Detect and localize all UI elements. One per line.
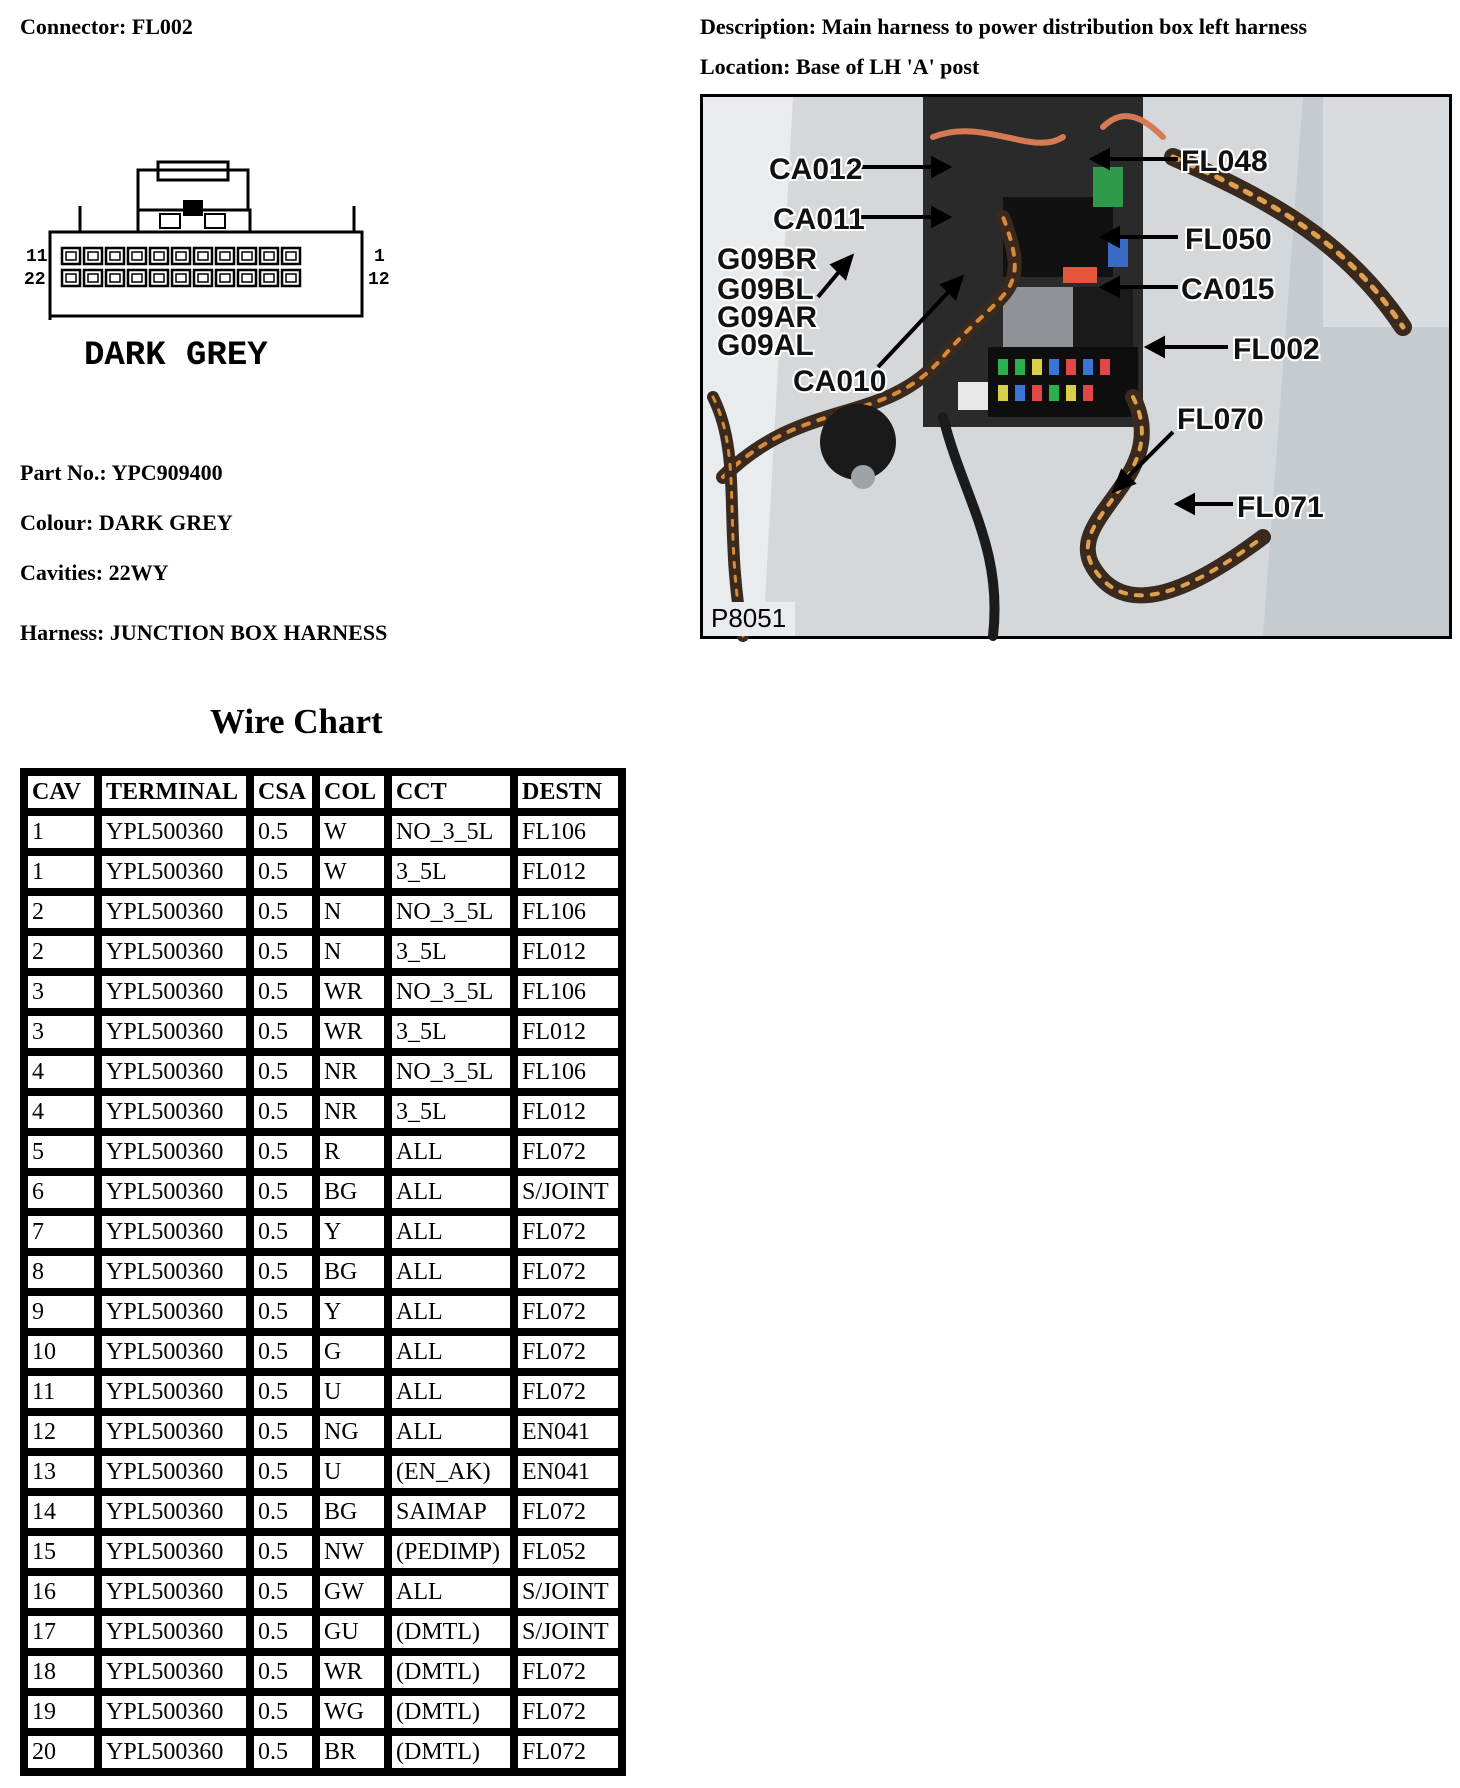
pin-cavity-inner	[88, 252, 98, 260]
pin-cavity-inner	[198, 252, 208, 260]
pin-cavity-inner	[242, 274, 252, 282]
callout-ca012: CA012	[769, 153, 863, 186]
cell-destn: EN041	[514, 1452, 622, 1492]
cell-terminal: YPL500360	[98, 1172, 250, 1212]
pin-cavity	[84, 270, 102, 286]
cell-cct: (PEDIMP)	[388, 1532, 514, 1572]
cell-destn: FL106	[514, 972, 622, 1012]
table-row	[24, 932, 622, 972]
cell-col: U	[316, 1452, 388, 1492]
cell-csa: 0.5	[250, 892, 316, 932]
cell-cav: 16	[24, 1572, 98, 1612]
cell-cav: 13	[24, 1452, 98, 1492]
cell-col: N	[316, 892, 388, 932]
cell-destn: FL072	[514, 1372, 622, 1412]
cell-csa: 0.5	[250, 1052, 316, 1092]
cell-destn: S/JOINT	[514, 1612, 622, 1652]
table-row	[24, 892, 622, 932]
cell-csa: 0.5	[250, 1652, 316, 1692]
location-heading	[700, 54, 979, 80]
table-row	[24, 1572, 622, 1612]
cell-terminal: YPL500360	[98, 1692, 250, 1732]
cell-col: NG	[316, 1412, 388, 1452]
cell-terminal: YPL500360	[98, 1012, 250, 1052]
pin-cavity-inner	[154, 252, 164, 260]
cell-destn: FL072	[514, 1652, 622, 1692]
pin-number-top-right: 1	[374, 247, 385, 267]
cell-col: R	[316, 1132, 388, 1172]
cell-terminal: YPL500360	[98, 1252, 250, 1292]
connector-face-diagram	[20, 160, 390, 380]
cell-cav: 18	[24, 1652, 98, 1692]
pin-cavity	[106, 270, 124, 286]
cell-csa: 0.5	[250, 1612, 316, 1652]
cell-col: GU	[316, 1612, 388, 1652]
pin-cavity-inner	[132, 252, 142, 260]
table-row	[24, 1372, 622, 1412]
cell-cct: 3_5L	[388, 1012, 514, 1052]
cell-terminal: YPL500360	[98, 1212, 250, 1252]
pin-cavity-inner	[66, 274, 76, 282]
pin-cavity-inner	[110, 274, 120, 282]
cell-terminal: YPL500360	[98, 1372, 250, 1412]
cell-cav: 8	[24, 1252, 98, 1292]
cell-cav: 19	[24, 1692, 98, 1732]
pin-cavity	[282, 248, 300, 264]
cell-terminal: YPL500360	[98, 1652, 250, 1692]
column-header-cav: CAV	[24, 772, 98, 812]
location-value: Base of LH 'A' post	[795, 54, 980, 79]
pin-cavity-inner	[220, 252, 230, 260]
cell-terminal: YPL500360	[98, 1612, 250, 1652]
cell-csa: 0.5	[250, 1092, 316, 1132]
cell-cct: ALL	[388, 1212, 514, 1252]
column-header-destn: DESTN	[514, 772, 622, 812]
cell-col: Y	[316, 1212, 388, 1252]
location-photo	[700, 94, 1452, 639]
cell-csa: 0.5	[250, 1372, 316, 1412]
cell-terminal: YPL500360	[98, 1052, 250, 1092]
harness-line	[20, 620, 387, 646]
callout-fl002: FL002	[1233, 333, 1320, 366]
pin-cavity-inner	[154, 274, 164, 282]
column-header-col: COL	[316, 772, 388, 812]
cell-cct: (DMTL)	[388, 1612, 514, 1652]
table-row	[24, 1092, 622, 1132]
cell-cav: 9	[24, 1292, 98, 1332]
cell-col: NW	[316, 1532, 388, 1572]
cell-destn: FL072	[514, 1492, 622, 1532]
cell-destn: FL072	[514, 1732, 622, 1772]
cell-destn: FL012	[514, 932, 622, 972]
cell-cav: 12	[24, 1412, 98, 1452]
cell-csa: 0.5	[250, 1572, 316, 1612]
cell-col: Y	[316, 1292, 388, 1332]
pin-cavity	[150, 248, 168, 264]
table-row	[24, 1252, 622, 1292]
cell-destn: FL106	[514, 812, 622, 852]
pin-cavity-inner	[176, 274, 186, 282]
cell-cct: SAIMAP	[388, 1492, 514, 1532]
pin-cavity-inner	[264, 274, 274, 282]
pin-cavity	[150, 270, 168, 286]
callout-fl048: FL048	[1181, 145, 1268, 178]
cell-cav: 17	[24, 1612, 98, 1652]
table-row	[24, 1132, 622, 1172]
callout-ca010: CA010	[793, 365, 887, 398]
pin-cavity	[238, 270, 256, 286]
pin-number-bottom-left: 22	[24, 270, 46, 290]
cell-destn: S/JOINT	[514, 1172, 622, 1212]
cell-destn: FL072	[514, 1132, 622, 1172]
pin-cavity	[62, 270, 80, 286]
cell-csa: 0.5	[250, 1412, 316, 1452]
cell-terminal: YPL500360	[98, 1732, 250, 1772]
table-row	[24, 1292, 622, 1332]
cell-cav: 11	[24, 1372, 98, 1412]
pin-cavity	[216, 248, 234, 264]
cell-col: WR	[316, 1012, 388, 1052]
column-header-cct: CCT	[388, 772, 514, 812]
table-row	[24, 1412, 622, 1452]
cell-terminal: YPL500360	[98, 892, 250, 932]
table-row	[24, 1012, 622, 1052]
cell-cct: (DMTL)	[388, 1692, 514, 1732]
cell-csa: 0.5	[250, 1692, 316, 1732]
cell-csa: 0.5	[250, 1252, 316, 1292]
cell-csa: 0.5	[250, 852, 316, 892]
column-header-terminal: TERMINAL	[98, 772, 250, 812]
harness-value: JUNCTION BOX HARNESS	[109, 620, 388, 645]
cavities-line	[20, 560, 168, 586]
cell-terminal: YPL500360	[98, 1132, 250, 1172]
pin-cavity-inner	[176, 252, 186, 260]
cell-cct: ALL	[388, 1252, 514, 1292]
cell-terminal: YPL500360	[98, 1412, 250, 1452]
cell-cav: 7	[24, 1212, 98, 1252]
pin-cavity-inner	[88, 274, 98, 282]
cell-terminal: YPL500360	[98, 1452, 250, 1492]
cell-cav: 6	[24, 1172, 98, 1212]
cell-terminal: YPL500360	[98, 1532, 250, 1572]
pin-cavity	[260, 248, 278, 264]
pin-grid	[62, 248, 300, 286]
figure-id: P8051	[711, 603, 787, 633]
pin-cavity	[238, 248, 256, 264]
table-row	[24, 1612, 622, 1652]
table-row	[24, 1492, 622, 1532]
cell-cct: ALL	[388, 1572, 514, 1612]
cell-csa: 0.5	[250, 1492, 316, 1532]
cell-cct: 3_5L	[388, 852, 514, 892]
description-value: Main harness to power distribution box left harness	[821, 14, 1308, 39]
cell-destn: FL072	[514, 1692, 622, 1732]
cell-col: BG	[316, 1252, 388, 1292]
colour-label: Colour:	[20, 510, 94, 535]
location-label: Location:	[700, 54, 791, 79]
cell-col: W	[316, 812, 388, 852]
callout-fl071: FL071	[1237, 491, 1324, 524]
cell-cav: 4	[24, 1092, 98, 1132]
table-row	[24, 1332, 622, 1372]
cell-csa: 0.5	[250, 1012, 316, 1052]
harness-label: Harness:	[20, 620, 105, 645]
pin-cavity-inner	[66, 252, 76, 260]
cell-cav: 10	[24, 1332, 98, 1372]
cell-cav: 15	[24, 1532, 98, 1572]
cell-cav: 14	[24, 1492, 98, 1532]
callout-ca011: CA011	[773, 203, 865, 236]
colour-value: DARK GREY	[98, 510, 233, 535]
cell-cct: 3_5L	[388, 932, 514, 972]
callout-g09ar: G09AR	[717, 301, 818, 334]
cell-cct: (DMTL)	[388, 1732, 514, 1772]
description-heading	[700, 14, 1307, 40]
cell-destn: EN041	[514, 1412, 622, 1452]
cell-terminal: YPL500360	[98, 932, 250, 972]
colour-line	[20, 510, 233, 536]
table-row	[24, 972, 622, 1012]
cell-terminal: YPL500360	[98, 852, 250, 892]
cell-col: BG	[316, 1172, 388, 1212]
cell-terminal: YPL500360	[98, 1092, 250, 1132]
cell-csa: 0.5	[250, 1532, 316, 1572]
cell-destn: S/JOINT	[514, 1572, 622, 1612]
table-row	[24, 1052, 622, 1092]
cell-cav: 1	[24, 852, 98, 892]
wire-chart-title: Wire Chart	[210, 702, 383, 741]
cell-col: BG	[316, 1492, 388, 1532]
column-header-csa: CSA	[250, 772, 316, 812]
table-row	[24, 812, 622, 852]
cell-cct: (EN_AK)	[388, 1452, 514, 1492]
part-label: Part No.:	[20, 460, 107, 485]
cell-cav: 3	[24, 1012, 98, 1052]
table-row	[24, 1532, 622, 1572]
pin-cavity-inner	[242, 252, 252, 260]
table-row	[24, 1692, 622, 1732]
pin-number-bottom-right: 12	[368, 270, 390, 290]
cell-terminal: YPL500360	[98, 812, 250, 852]
table-row	[24, 1652, 622, 1692]
callout-ca015: CA015	[1181, 273, 1275, 306]
cell-col: BR	[316, 1732, 388, 1772]
cell-cct: ALL	[388, 1412, 514, 1452]
pin-cavity-inner	[220, 274, 230, 282]
pin-cavity	[282, 270, 300, 286]
callout-g09al: G09AL	[717, 329, 814, 362]
cell-cav: 2	[24, 932, 98, 972]
table-row	[24, 1732, 622, 1772]
cell-cct: NO_3_5L	[388, 892, 514, 932]
callout-g09bl: G09BL	[717, 273, 814, 306]
pin-cavity	[128, 270, 146, 286]
wire-chart-header-row	[24, 772, 622, 812]
cell-col: N	[316, 932, 388, 972]
pin-cavity	[194, 248, 212, 264]
pin-number-top-left: 11	[26, 247, 48, 267]
cell-destn: FL072	[514, 1332, 622, 1372]
cell-terminal: YPL500360	[98, 1292, 250, 1332]
cell-cav: 20	[24, 1732, 98, 1772]
description-label: Description:	[700, 14, 817, 39]
pin-cavity	[172, 248, 190, 264]
cell-destn: FL072	[514, 1212, 622, 1252]
table-row	[24, 852, 622, 892]
pin-cavity-inner	[264, 252, 274, 260]
pin-cavity-inner	[198, 274, 208, 282]
callout-fl050: FL050	[1185, 223, 1272, 256]
callout-fl070: FL070	[1177, 403, 1264, 436]
cell-col: WR	[316, 972, 388, 1012]
cell-col: W	[316, 852, 388, 892]
cell-csa: 0.5	[250, 1452, 316, 1492]
part-value: YPC909400	[111, 460, 223, 485]
cell-terminal: YPL500360	[98, 1572, 250, 1612]
cell-csa: 0.5	[250, 812, 316, 852]
cell-csa: 0.5	[250, 1732, 316, 1772]
pin-cavity-inner	[286, 274, 296, 282]
table-row	[24, 1212, 622, 1252]
cell-cct: (DMTL)	[388, 1652, 514, 1692]
cell-col: WG	[316, 1692, 388, 1732]
cell-csa: 0.5	[250, 1292, 316, 1332]
cell-csa: 0.5	[250, 1212, 316, 1252]
cell-destn: FL012	[514, 1012, 622, 1052]
cell-terminal: YPL500360	[98, 972, 250, 1012]
pin-cavity	[106, 248, 124, 264]
cell-col: U	[316, 1372, 388, 1412]
cell-destn: FL012	[514, 852, 622, 892]
pin-cavity	[172, 270, 190, 286]
pin-cavity	[84, 248, 102, 264]
cell-cct: ALL	[388, 1372, 514, 1412]
cell-destn: FL012	[514, 1092, 622, 1132]
pin-cavity	[260, 270, 278, 286]
cell-destn: FL106	[514, 892, 622, 932]
cell-destn: FL072	[514, 1252, 622, 1292]
cell-cav: 5	[24, 1132, 98, 1172]
cell-terminal: YPL500360	[98, 1492, 250, 1532]
pin-cavity	[62, 248, 80, 264]
cell-cav: 2	[24, 892, 98, 932]
cavities-value: 22WY	[108, 560, 169, 585]
pin-cavity-inner	[132, 274, 142, 282]
wire-chart-table	[20, 768, 626, 1776]
cell-csa: 0.5	[250, 1132, 316, 1172]
cell-csa: 0.5	[250, 972, 316, 1012]
table-row	[24, 1172, 622, 1212]
cell-terminal: YPL500360	[98, 1332, 250, 1372]
cell-cct: NO_3_5L	[388, 812, 514, 852]
cell-cct: NO_3_5L	[388, 972, 514, 1012]
pin-cavity-inner	[110, 252, 120, 260]
cell-destn: FL072	[514, 1292, 622, 1332]
cell-cav: 3	[24, 972, 98, 1012]
cell-destn: FL052	[514, 1532, 622, 1572]
cell-cct: NO_3_5L	[388, 1052, 514, 1092]
pin-cavity	[194, 270, 212, 286]
pin-cavity	[216, 270, 234, 286]
cell-cct: ALL	[388, 1332, 514, 1372]
cell-col: NR	[316, 1052, 388, 1092]
connector-value: FL002	[131, 14, 193, 39]
cell-cct: 3_5L	[388, 1092, 514, 1132]
cell-csa: 0.5	[250, 1332, 316, 1372]
wire-chart-body	[24, 812, 622, 1772]
cell-cct: ALL	[388, 1292, 514, 1332]
cell-csa: 0.5	[250, 1172, 316, 1212]
cell-cct: ALL	[388, 1172, 514, 1212]
cavities-label: Cavities:	[20, 560, 104, 585]
connector-heading	[20, 14, 193, 40]
callout-g09br: G09BR	[717, 243, 818, 276]
pin-cavity	[128, 248, 146, 264]
table-row	[24, 1452, 622, 1492]
connector-label: Connector:	[20, 14, 127, 39]
cell-cav: 4	[24, 1052, 98, 1092]
cell-col: G	[316, 1332, 388, 1372]
cell-cct: ALL	[388, 1132, 514, 1172]
cell-col: NR	[316, 1092, 388, 1132]
cell-col: GW	[316, 1572, 388, 1612]
cell-destn: FL106	[514, 1052, 622, 1092]
cell-cav: 1	[24, 812, 98, 852]
cell-csa: 0.5	[250, 932, 316, 972]
cell-col: WR	[316, 1652, 388, 1692]
part-number-line	[20, 460, 223, 486]
diagram-colour-label: DARK GREY	[84, 337, 268, 375]
pin-cavity-inner	[286, 252, 296, 260]
